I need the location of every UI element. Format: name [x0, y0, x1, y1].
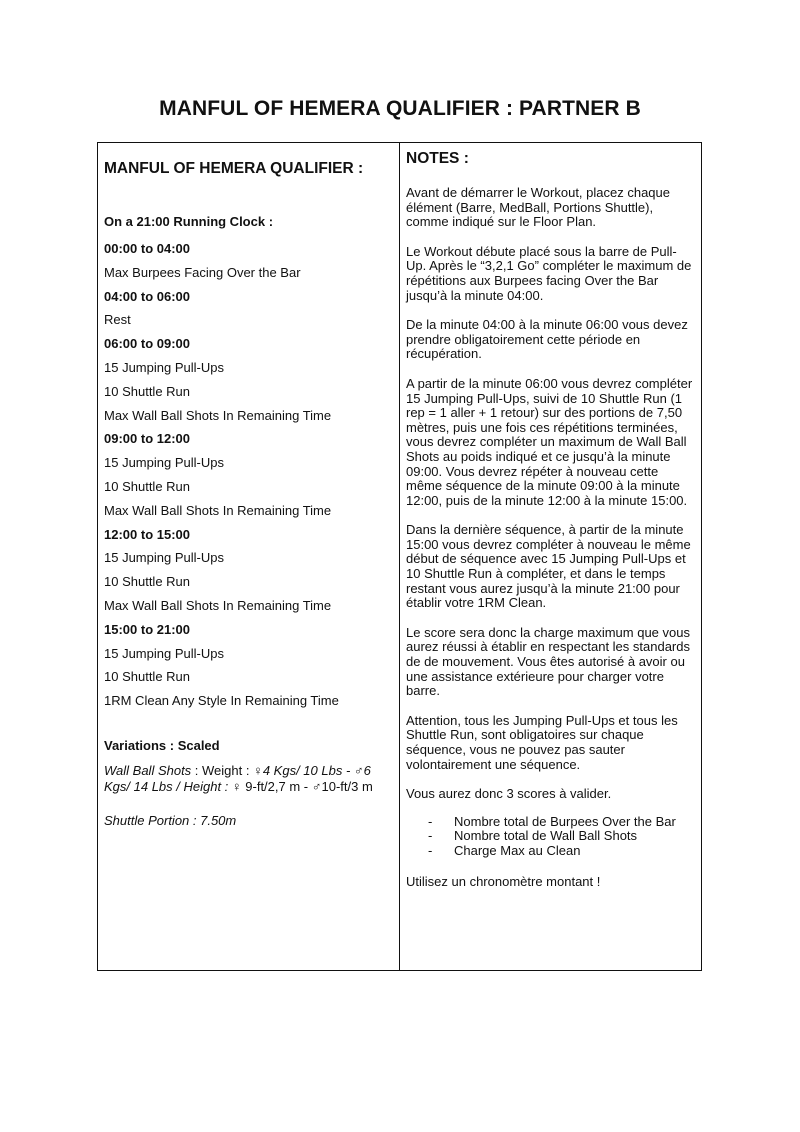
height-label: / Height :: [172, 779, 232, 795]
score-list: [406, 815, 693, 859]
running-clock-label: On a 21:00 Running Clock :: [104, 214, 274, 229]
score-item-label: Nombre total de Burpees Over the Bar: [454, 813, 676, 829]
bullet-dash: -: [428, 828, 433, 844]
workout-column: [98, 143, 400, 970]
notes-paragraph: Attention, tous les Jumping Pull-Ups et tous les Shuttle Run, sont obligatoires sur chaque séquence, vous ne pouvez pas sauter volontairement une séquence.: [406, 712, 678, 772]
schedule-time-range: 09:00 to 12:00: [104, 431, 190, 447]
variations-title: Variations : Scaled: [104, 738, 220, 754]
height-values: ♀ 9-ft/2,7 m - ♂10-ft/3 m: [231, 779, 373, 795]
score-item-label: Charge Max au Clean: [454, 842, 581, 858]
weight-label: : Weight :: [191, 763, 254, 779]
score-item-label: Nombre total de Wall Ball Shots: [454, 828, 638, 844]
schedule-item: 10 Shuttle Run: [104, 574, 191, 590]
score-item: [428, 844, 693, 859]
schedule-item: 15 Jumping Pull-Ups: [104, 359, 224, 375]
notes-paragraph: De la minute 04:00 à la minute 06:00 vous devez prendre obligatoirement cette période en récupération.: [406, 317, 688, 362]
schedule-item: 10 Shuttle Run: [104, 669, 191, 685]
notes-paragraph: Dans la dernière séquence, à partir de la minute 15:00 vous devrez compléter à nouveau le même début de séquence avec 15 Jumping Pull-Ups et 10 Shuttle Run à compléter, et dans le temps restant vous aurez jusqu’à la minute 21:00 pour établir votre 1RM Clean.: [406, 522, 691, 611]
schedule-time-range: 04:00 to 06:00: [104, 288, 190, 304]
schedule-item: Max Wall Ball Shots In Remaining Time: [104, 597, 332, 613]
notes-column: [400, 143, 701, 970]
score-item: [428, 815, 693, 830]
schedule-item: 1RM Clean Any Style In Remaining Time: [104, 693, 339, 709]
wall-ball-label: Wall Ball Shots: [104, 763, 192, 779]
notes-paragraphs: [406, 186, 693, 802]
bullet-dash: -: [428, 842, 433, 858]
variations-text: [104, 763, 399, 795]
schedule-list: [104, 241, 399, 708]
schedule-item: Max Burpees Facing Over the Bar: [104, 264, 301, 280]
schedule-time-range: 06:00 to 09:00: [104, 336, 190, 352]
workout-heading: MANFUL OF HEMERA QUALIFIER :: [104, 160, 364, 177]
weight-values: ♀4 Kgs/ 10 Lbs - ♂6 Kgs/ 14 Lbs: [104, 763, 371, 795]
schedule-item: 15 Jumping Pull-Ups: [104, 455, 224, 471]
schedule-time-range: 12:00 to 15:00: [104, 526, 190, 542]
page-title: MANFUL OF HEMERA QUALIFIER : PARTNER B: [159, 97, 641, 120]
schedule-time-range: 00:00 to 04:00: [104, 241, 190, 256]
schedule-item: 10 Shuttle Run: [104, 383, 191, 399]
score-item: [428, 829, 693, 844]
notes-paragraph: Le Workout débute placé sous la barre de Pull-Up. Après le “3,2,1 Go” compléter le maximum de répétitions aux Burpees facing Over the Bar jusqu’à la minute 04:00.: [406, 243, 692, 303]
schedule-item: Max Wall Ball Shots In Remaining Time: [104, 502, 332, 518]
notes-paragraph: Avant de démarrer le Workout, placez chaque élément (Barre, MedBall, Portions Shuttle), comme indiqué sur le Floor Plan.: [406, 185, 670, 230]
notes-paragraph: A partir de la minute 06:00 vous devrez compléter 15 Jumping Pull-Ups, suivi de 10 Shuttle Run (1 rep = 1 aller + 1 retour) sur des portions de 7,50 mètres, puis une fois ces répétitions terminées, vous devrez compléter un maximum de Wall Ball Shots au poids indiqué et ce jusqu’à la minute 09:00. Vous devrez répéter à nouveau cette même séquence de la minute 09:00 à la minute 12:00, puis de la minute 12:00 à la minute 15:00.: [406, 375, 693, 508]
schedule-item: 15 Jumping Pull-Ups: [104, 645, 224, 661]
notes-paragraph: Vous aurez donc 3 scores à valider.: [406, 786, 612, 802]
schedule-time-range: 15:00 to 21:00: [104, 621, 190, 637]
schedule-item: 15 Jumping Pull-Ups: [104, 550, 224, 566]
schedule-item: Max Wall Ball Shots In Remaining Time: [104, 407, 332, 423]
notes-heading: NOTES :: [406, 150, 469, 167]
notes-closing: Utilisez un chronomètre montant !: [406, 873, 601, 889]
shuttle-portion: Shuttle Portion : 7.50m: [104, 813, 237, 829]
workout-table: [97, 142, 702, 971]
schedule-item: 10 Shuttle Run: [104, 478, 191, 494]
bullet-dash: -: [428, 813, 433, 829]
notes-paragraph: Le score sera donc la charge maximum que vous aurez réussi à établir en respectant les standards de de mouvement. Vous êtes autorisé à avoir ou une assistance extérieure pour charger votre barre.: [406, 624, 690, 699]
schedule-item: Rest: [104, 312, 131, 328]
